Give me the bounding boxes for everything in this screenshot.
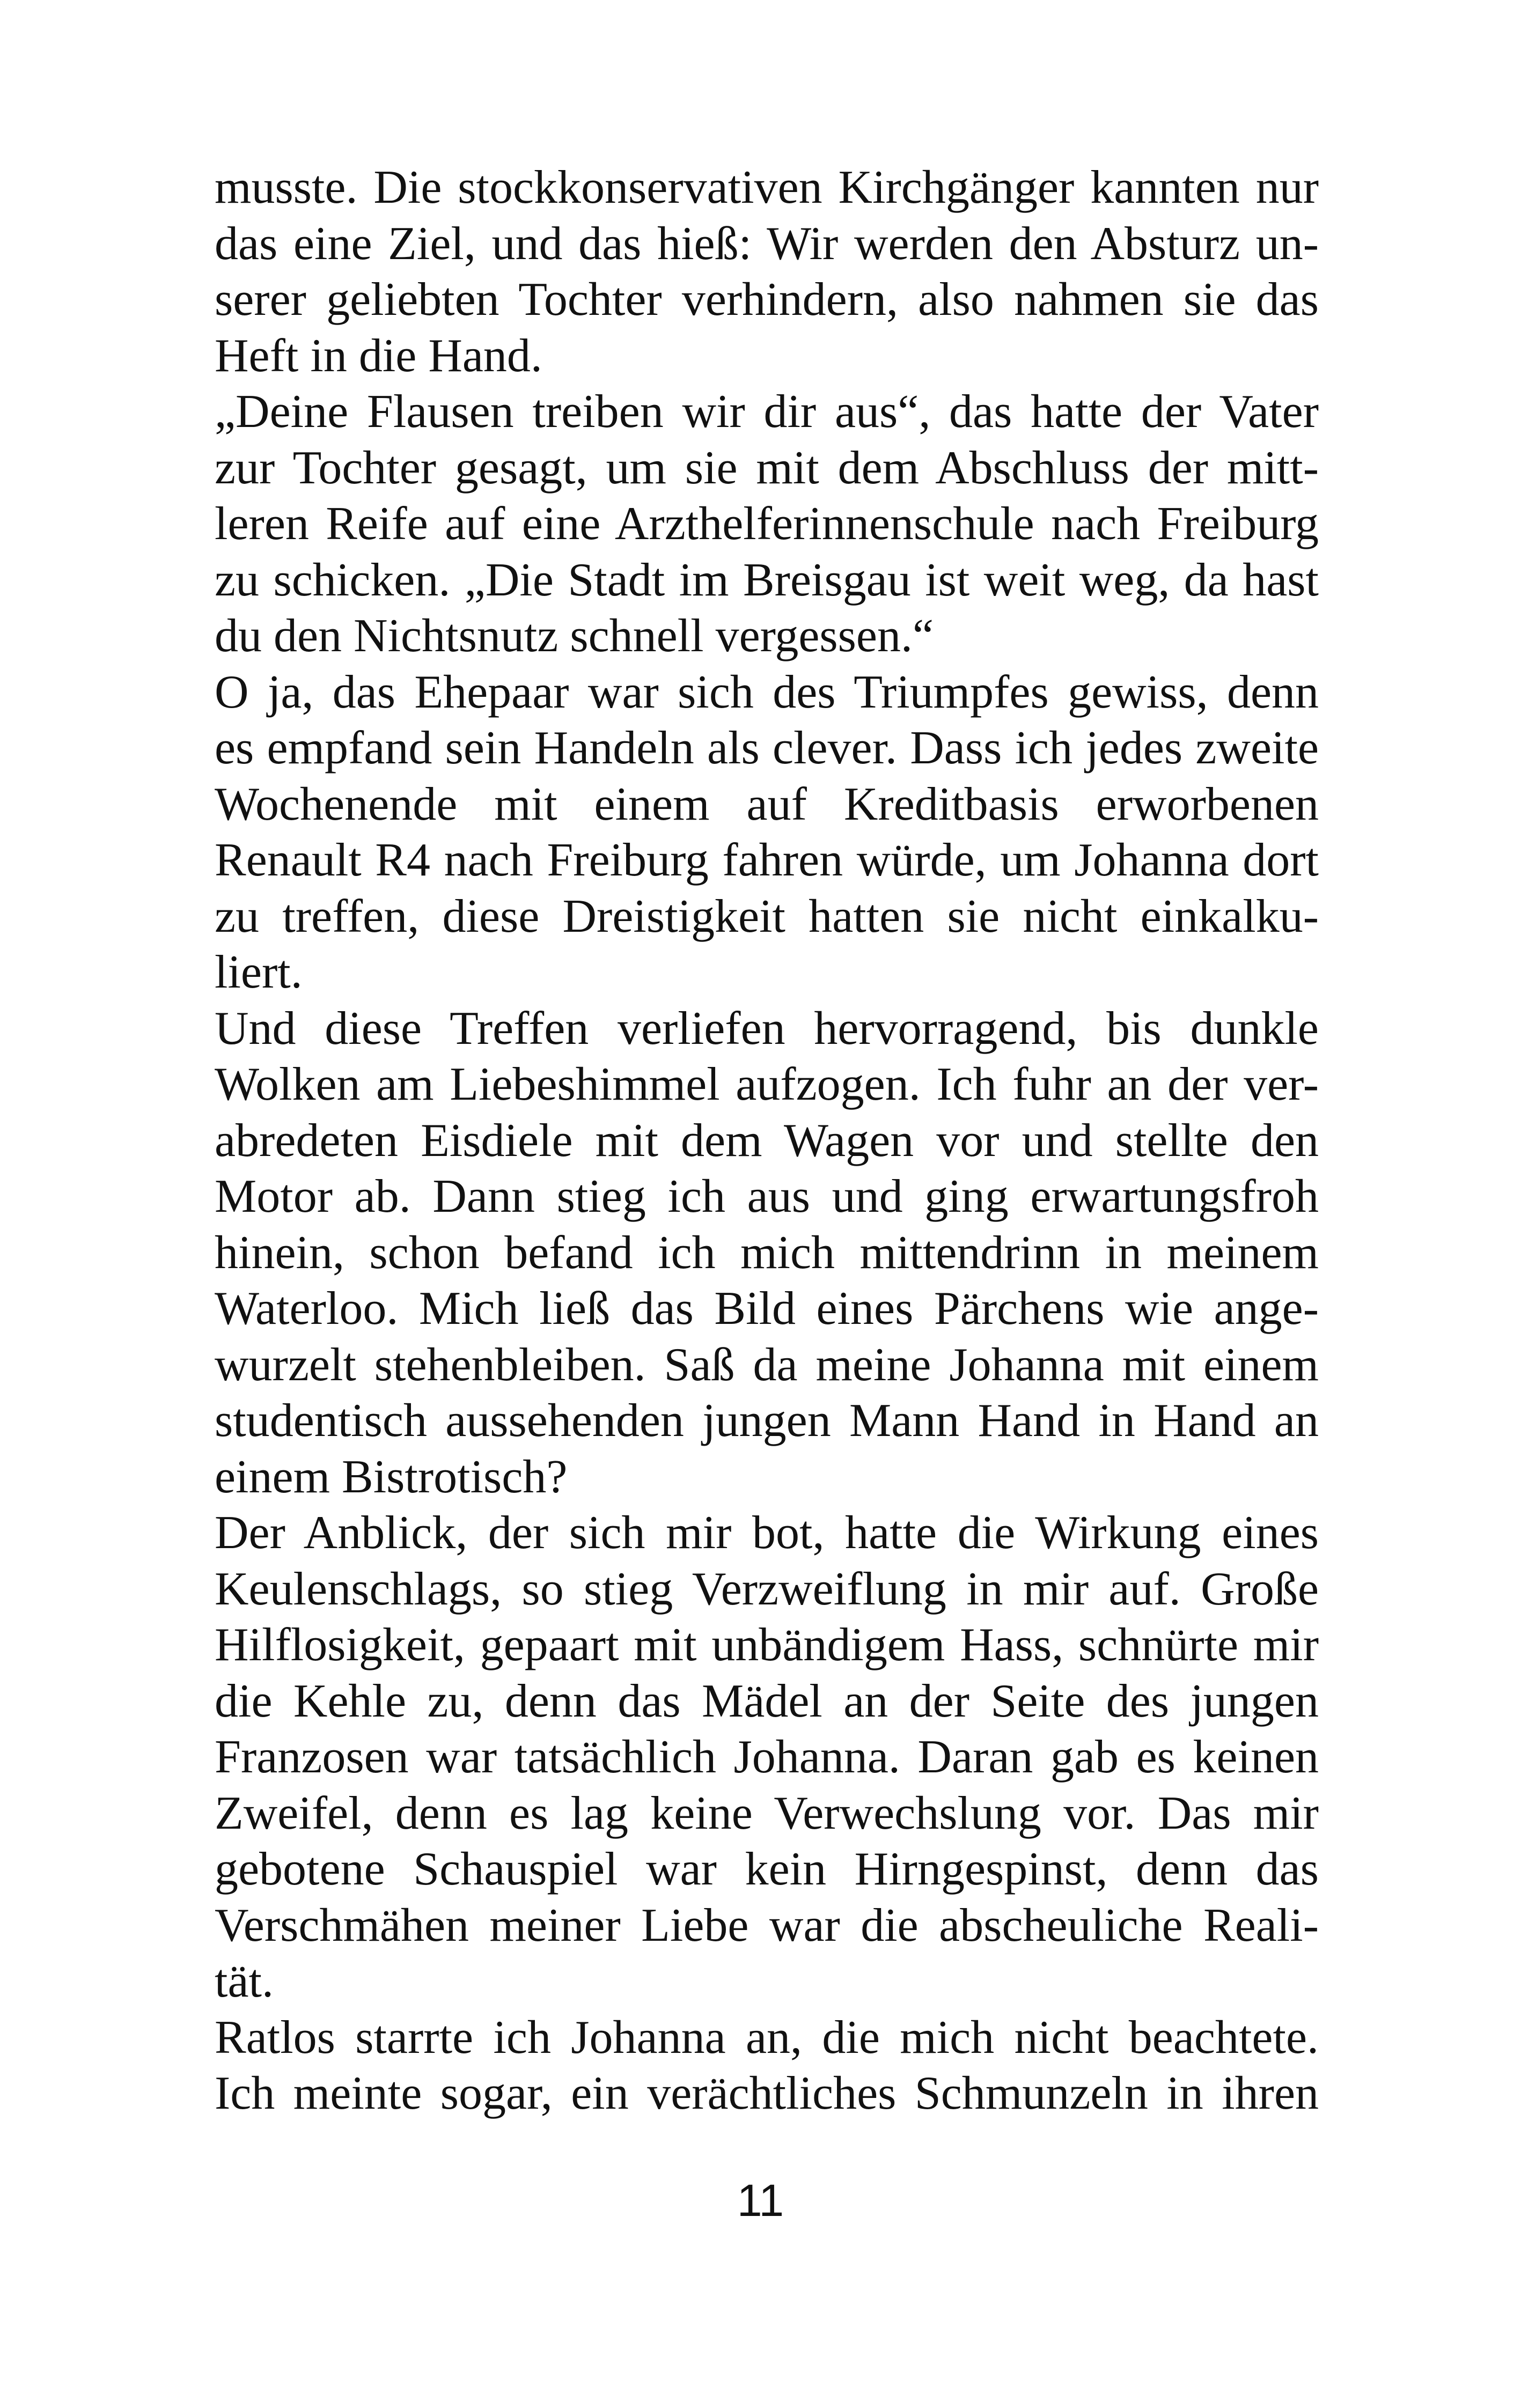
text-line: Franzosen war tatsächlich Johanna. Daran gab es keinen (215, 1731, 1319, 1783)
text-line: die Kehle zu, denn das Mädel an der Seite des jungen (215, 1675, 1319, 1727)
text-line: es empfand sein Handeln als clever. Dass ich jedes zweite (215, 722, 1319, 774)
text-line: das eine Ziel, und das hieß: Wir werden den Absturz un- (215, 217, 1319, 270)
text-line: zur Tochter gesagt, um sie mit dem Abschluss der mitt- (215, 441, 1319, 494)
text-line: Wochenende mit einem auf Kreditbasis erworbenen (215, 778, 1319, 830)
text-line: Hilflosigkeit, gepaart mit unbändigem Hass, schnürte mir (215, 1619, 1319, 1671)
text-line: Heft in die Hand. (215, 329, 542, 382)
text-line: musste. Die stockkonservativen Kirchgänger kannten nur (215, 161, 1319, 213)
text-line: abredeten Eisdiele mit dem Wagen vor und stellte den (215, 1114, 1319, 1167)
text-line: Zweifel, denn es lag keine Verwechslung vor. Das mir (215, 1787, 1319, 1839)
text-line: zu treffen, diese Dreistigkeit hatten sie nicht einkalku- (215, 890, 1319, 942)
text-line: tät. (215, 1955, 274, 2007)
text-line: Ich meinte sogar, ein verächtliches Schmunzeln in ihren (215, 2067, 1319, 2119)
text-line: zu schicken. „Die Stadt im Breisgau ist weit weg, da hast (215, 554, 1319, 606)
text-line: Ratlos starrte ich Johanna an, die mich nicht beachtete. (215, 2011, 1319, 2064)
text-line: hinein, schon befand ich mich mittendrinn in meinem (215, 1226, 1319, 1279)
text-line: liert. (215, 946, 303, 998)
text-line: Renault R4 nach Freiburg fahren würde, um Johanna dort (215, 834, 1319, 886)
text-line: Der Anblick, der sich mir bot, hatte die Wirkung eines (215, 1507, 1319, 1559)
text-line: Keulenschlags, so stieg Verzweiflung in mir auf. Große (215, 1563, 1319, 1615)
text-line: Wolken am Liebeshimmel aufzogen. Ich fuhr an der ver- (215, 1058, 1319, 1110)
text-line: gebotene Schauspiel war kein Hirngespinst, denn das (215, 1843, 1319, 1895)
text-line: einem Bistrotisch? (215, 1450, 568, 1503)
text-line: wurzelt stehenbleiben. Saß da meine Johanna mit einem (215, 1338, 1319, 1391)
text-line: du den Nichtsnutz schnell vergessen.“ (215, 610, 934, 662)
text-line: leren Reife auf eine Arzthelferinnenschule nach Freiburg (215, 498, 1319, 550)
text-line: Verschmähen meiner Liebe war die abscheuliche Reali- (215, 1899, 1319, 1952)
text-line: O ja, das Ehepaar war sich des Triumpfes gewiss, denn (215, 666, 1319, 718)
text-line: Waterloo. Mich ließ das Bild eines Pärchens wie ange- (215, 1283, 1319, 1335)
text-line: „Deine Flausen treiben wir dir aus“, das hatte der Vater (215, 386, 1319, 438)
body-text (215, 160, 1319, 2122)
text-line: Und diese Treffen verliefen hervorragend, bis dunkle (215, 1002, 1319, 1055)
text-line: studentisch aussehenden jungen Mann Hand in Hand an (215, 1395, 1319, 1447)
text-line: Motor ab. Dann stieg ich aus und ging erwartungsfroh (215, 1170, 1319, 1223)
text-line: serer geliebten Tochter verhindern, also nahmen sie das (215, 274, 1319, 326)
page-number: 11 (737, 2175, 784, 2226)
